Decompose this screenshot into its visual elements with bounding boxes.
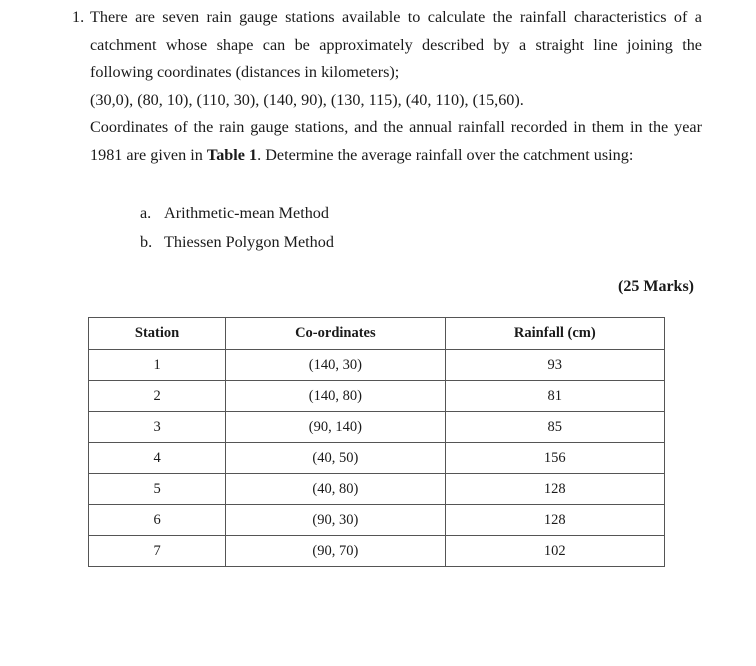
cell-station: 5 xyxy=(89,474,226,505)
question-intro: There are seven rain gauge stations available to calculate the rainfall characteristics of a catchment whose shape can be approximately described by a straight line joining the following coordinates (distances in kilometers); xyxy=(90,8,702,81)
question-block xyxy=(62,4,702,169)
method-item-thiessen xyxy=(140,228,334,257)
marks-label: (25 Marks) xyxy=(618,278,694,295)
rainfall-table xyxy=(88,317,665,567)
question-body xyxy=(90,4,702,169)
task-text-after: . Determine the average rainfall over the catchment using: xyxy=(257,145,634,164)
method-item-arithmetic xyxy=(140,199,334,228)
cell-rainfall: 128 xyxy=(445,474,664,505)
question-number: 1. xyxy=(72,8,85,26)
cell-coordinates: (40, 50) xyxy=(226,443,445,474)
cell-rainfall: 85 xyxy=(445,412,664,443)
table-reference: Table 1 xyxy=(206,145,258,164)
cell-rainfall: 93 xyxy=(445,350,664,381)
table-row xyxy=(89,505,665,536)
cell-coordinates: (140, 80) xyxy=(226,381,445,412)
cell-rainfall: 128 xyxy=(445,505,664,536)
cell-coordinates: (90, 140) xyxy=(226,412,445,443)
method-letter: a. xyxy=(140,204,152,222)
cell-station: 3 xyxy=(89,412,226,443)
method-letter: b. xyxy=(140,232,153,251)
table-header-row xyxy=(89,318,665,350)
method-label: Thiessen Polygon Method xyxy=(164,232,334,251)
cell-rainfall: 81 xyxy=(445,381,664,412)
method-label: Arithmetic-mean Method xyxy=(164,204,329,222)
method-list xyxy=(140,199,334,256)
cell-station: 4 xyxy=(89,443,226,474)
catchment-coordinates: (30,0), (80, 10), (110, 30), (140, 90), (130, 115), (40, 110), (15,60). xyxy=(90,90,524,109)
cell-station: 2 xyxy=(89,381,226,412)
table-row xyxy=(89,350,665,381)
question-task xyxy=(90,114,702,169)
cell-station: 7 xyxy=(89,536,226,567)
task-text-before: Coordinates of the rain gauge stations, and the annual rainfall recorded in them in the year 1981 are given in xyxy=(90,118,702,164)
header-station: Station xyxy=(89,318,226,350)
cell-coordinates: (140, 30) xyxy=(226,350,445,381)
cell-station: 6 xyxy=(89,505,226,536)
cell-coordinates: (90, 70) xyxy=(226,536,445,567)
header-rainfall: Rainfall (cm) xyxy=(445,318,664,350)
table-row xyxy=(89,381,665,412)
cell-coordinates: (90, 30) xyxy=(226,505,445,536)
cell-rainfall: 102 xyxy=(445,536,664,567)
table-row xyxy=(89,443,665,474)
cell-station: 1 xyxy=(89,350,226,381)
cell-coordinates: (40, 80) xyxy=(226,474,445,505)
table-row xyxy=(89,474,665,505)
table-row xyxy=(89,412,665,443)
table-row xyxy=(89,536,665,567)
cell-rainfall: 156 xyxy=(445,443,664,474)
header-coordinates: Co-ordinates xyxy=(226,318,445,350)
